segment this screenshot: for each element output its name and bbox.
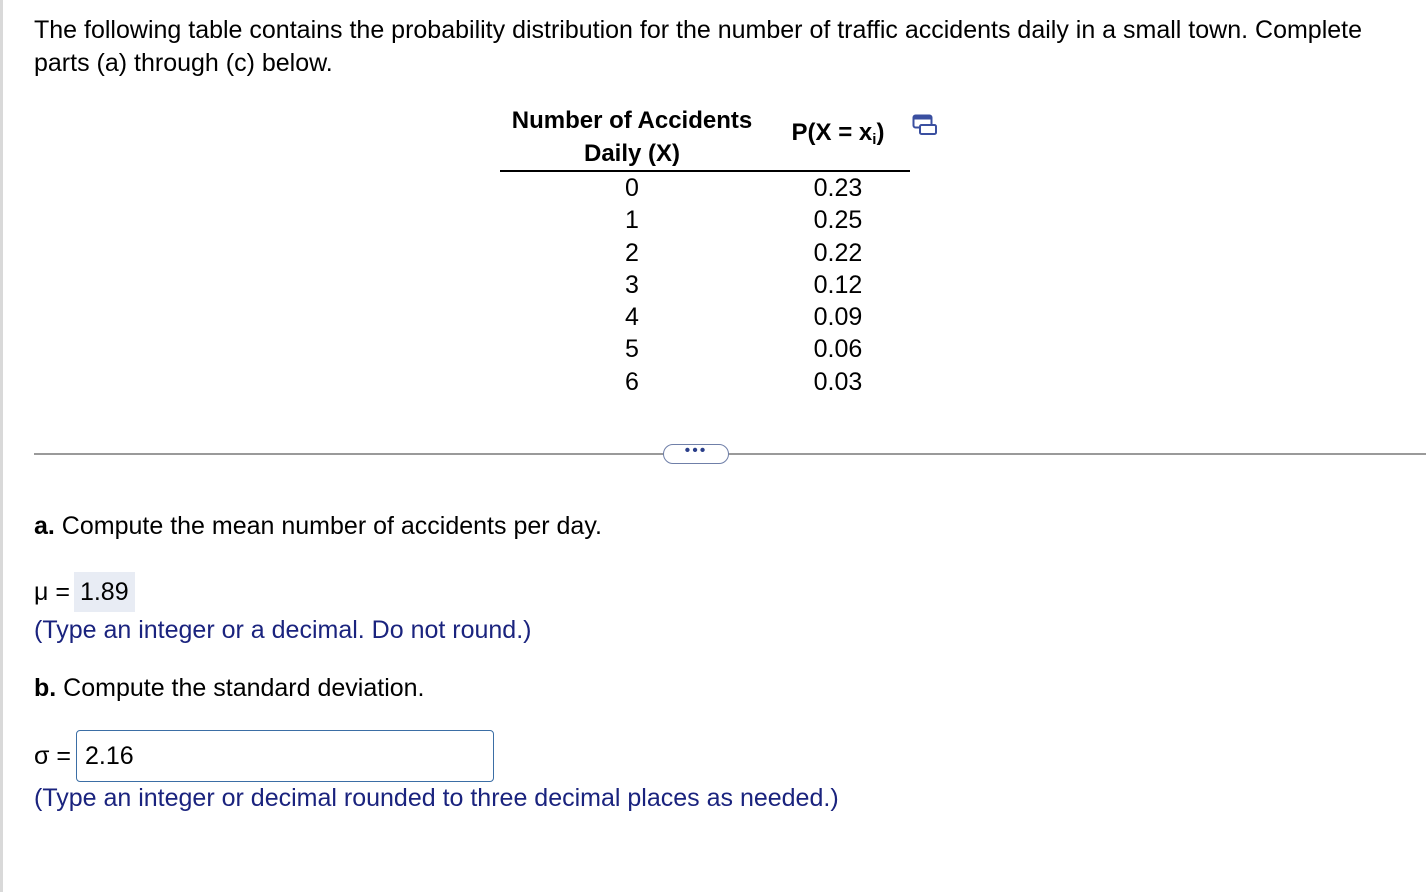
x-value-cell: 5 (625, 335, 639, 364)
x-value-cell: 4 (625, 303, 639, 332)
header-probability: $P(X = x_i)$ (791, 119, 885, 148)
expand-more-button[interactable]: ••• (663, 444, 729, 464)
probability-cell: 0.09 (813, 303, 863, 332)
question-b: b. Compute the standard deviation. (34, 674, 425, 702)
probability-cell: 0.03 (813, 367, 863, 396)
question-a: a. Compute the mean number of accidents per day. (34, 512, 602, 540)
x-value-cell: 3 (625, 270, 639, 299)
copy-table-icon[interactable] (912, 114, 938, 136)
probability-cell: 0.06 (813, 335, 863, 364)
probability-cell: 0.23 (813, 174, 863, 202)
mean-answer-row (34, 572, 135, 612)
mean-answer-value: 1.89 (74, 572, 135, 612)
std-dev-hint: (Type an integer or decimal rounded to three decimal places as needed.) (34, 784, 839, 812)
mu-symbol: μ = (34, 578, 70, 606)
section-divider (34, 453, 1426, 455)
probability-cell: 0.12 (813, 270, 863, 299)
header-number-of-accidents: Number of Accidents Daily (X) (511, 107, 753, 167)
x-value-cell: 1 (625, 206, 639, 235)
probability-cell: 0.25 (813, 206, 863, 235)
column-probabilities (778, 172, 898, 398)
std-dev-input[interactable] (76, 730, 494, 782)
left-border (0, 0, 3, 892)
column-x-values (500, 172, 764, 398)
probability-cell: 0.22 (813, 238, 863, 267)
sigma-symbol: σ = (34, 742, 71, 770)
x-value-cell: 6 (625, 367, 639, 396)
x-value-cell: 2 (625, 238, 639, 267)
problem-statement: The following table contains the probability distribution for the number of traffic accidents daily in a small town. Complete parts (a) through (c) below. (34, 16, 1363, 77)
x-value-cell: 0 (625, 174, 639, 202)
mean-hint: (Type an integer or a decimal. Do not round.) (34, 616, 532, 644)
